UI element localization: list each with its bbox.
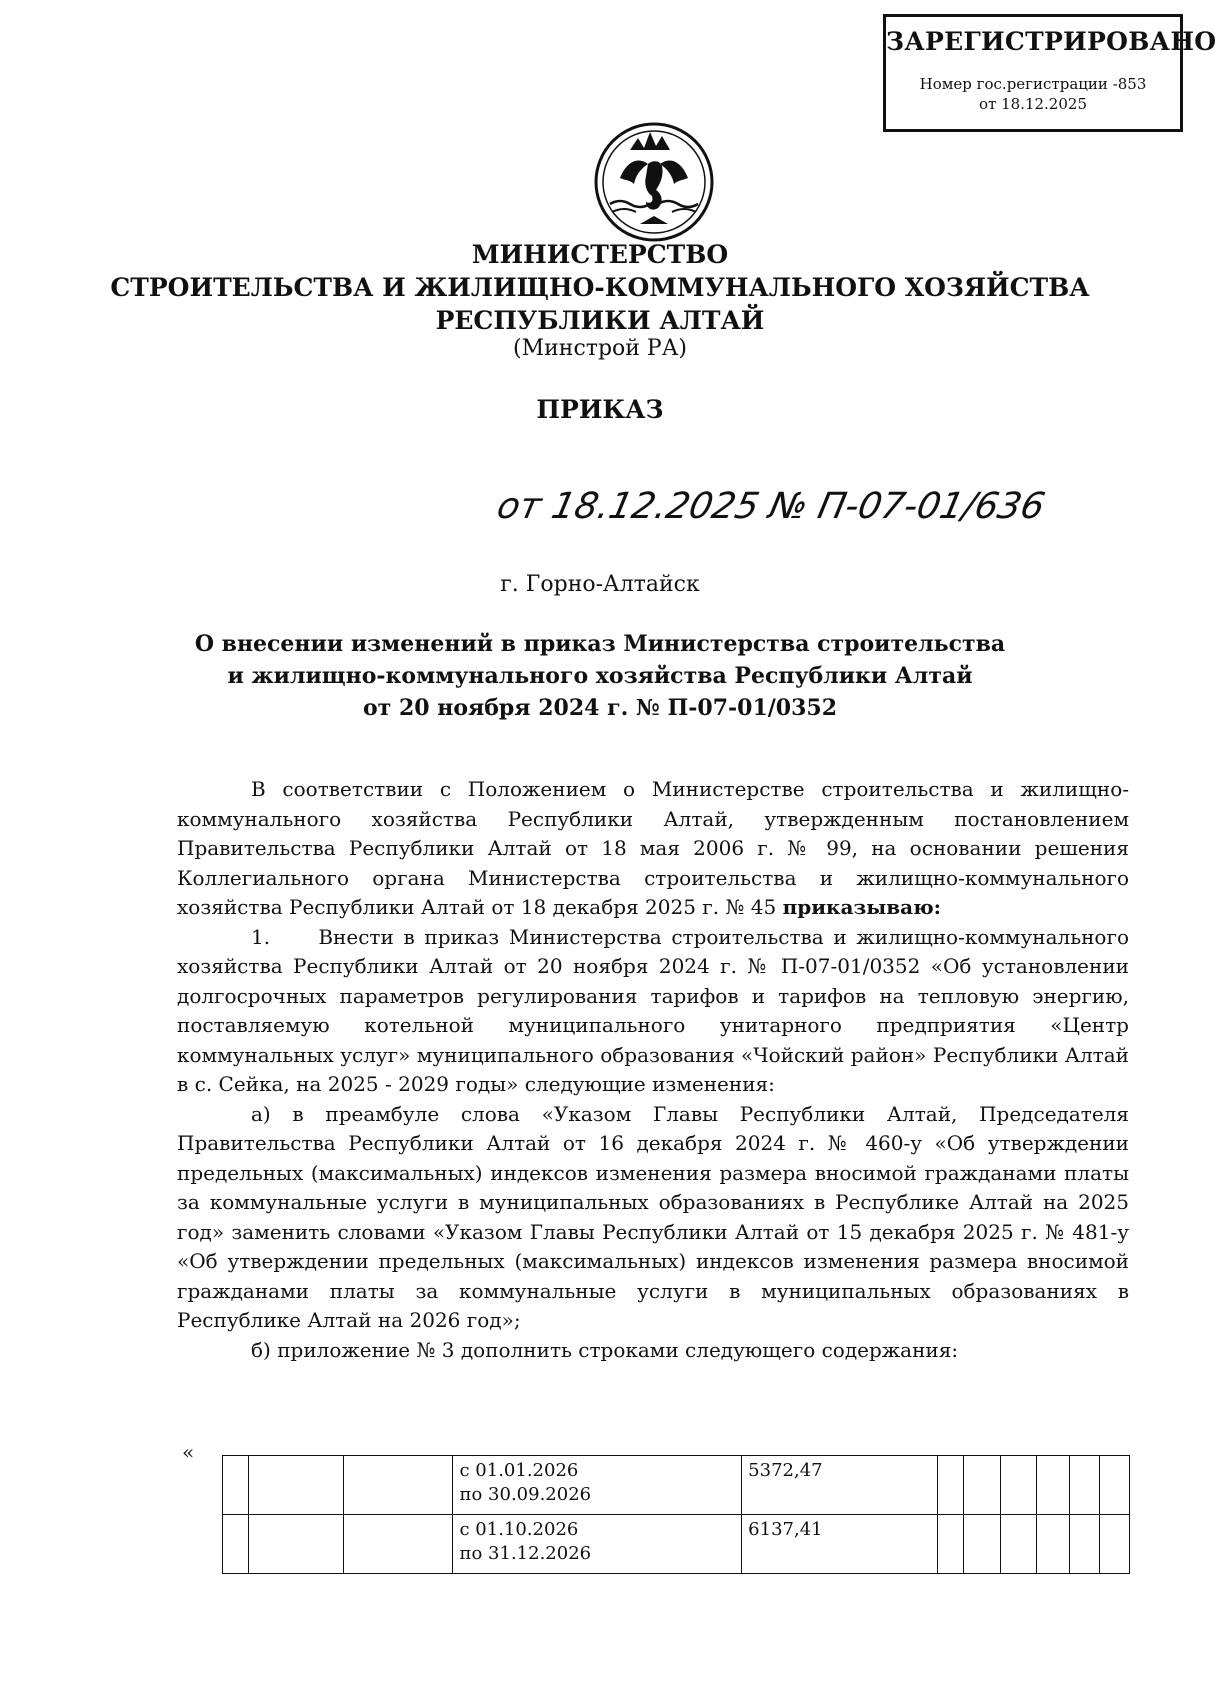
table-cell-period [453,1515,742,1574]
table-cell-empty [1037,1515,1069,1574]
period-to: по 30.09.2026 [459,1484,592,1505]
svg-text:от 18.12.2025 № П-07-01/636: от 18.12.2025 № П-07-01/636 [493,484,1049,527]
table-cell-empty [343,1515,453,1574]
table-cell-empty [248,1515,343,1574]
table-cell-value: 5372,47 [742,1456,938,1515]
period-from: с 01.10.2026 [459,1519,579,1540]
table-cell-empty [1000,1515,1037,1574]
table-cell-empty [1099,1456,1129,1515]
opening-quote: « [182,1440,195,1464]
ministry-short-name: (Минстрой РА) [513,336,687,361]
table-cell-empty [964,1456,1001,1515]
table-cell-empty [938,1515,964,1574]
city-name: г. Горно-Алтайск [500,572,700,597]
order-title: ПРИКАЗ [536,395,664,424]
table-cell-empty [248,1456,343,1515]
order-body [177,775,1129,1365]
table-cell-empty [223,1515,249,1574]
table-cell-empty [343,1456,453,1515]
stamp-reg-date: от 18.12.2025 [979,95,1087,113]
preamble-verb: приказываю: [782,895,941,919]
ministry-name [0,238,1200,337]
table-cell-empty [1099,1515,1129,1574]
subject-line-3: от 20 ноября 2024 г. № П-07-01/0352 [362,695,838,721]
item-b-paragraph: б) приложение № 3 дополнить строками следующего содержания: [251,1337,959,1362]
item-1-paragraph: 1. Внести в приказ Министерства строительства и жилищно-коммунального хозяйства Республики Алтай от 20 ноября 2024 г. № П-07-01/0352 «Об установлении долгосрочных параметров регулирования тарифов и тарифов на тепловую энергию, поставляемую котельной муниципального унитарного предприятия «Центр коммунальных услуг» муниципального образования «Чойский район» Республики Алтай в с. Сейка, на 2025 - 2029 годы» следующие изменения: [177,924,1129,1096]
period-to: по 31.12.2026 [459,1543,592,1564]
coat-of-arms-emblem [590,120,718,244]
item-a-paragraph: а) в преамбуле слова «Указом Главы Республики Алтай, Председателя Правительства Республики Алтай от 16 декабря 2024 г. № 460-у «Об утверждении предельных (максимальных) индексов изменения размера вносимой гражданами платы за коммунальные услуги в муниципальных образованиях в Республике Алтай на 2025 год» заменить словами «Указом Главы Республики Алтай от 15 декабря 2025 г. № 481-у «Об утверждении предельных (максимальных) индексов изменения размера вносимой гражданами платы за коммунальные услуги в муниципальных образованиях в Республике Алтай на 2026 год»; [177,1101,1129,1332]
subject-line-1: О внесении изменений в приказ Министерства строительства [194,631,1006,657]
stamp-title: ЗАРЕГИСТРИРОВАНО [886,27,1216,56]
table-cell-empty [1037,1456,1069,1515]
table-cell-empty [1069,1456,1099,1515]
preamble-paragraph [177,775,1129,923]
table-cell-empty [1000,1456,1037,1515]
ministry-line-1: МИНИСТЕРСТВО [471,240,729,269]
table-cell-empty [964,1515,1001,1574]
preamble-text: В соответствии с Положением о Министерстве строительства и жилищно-коммунального хозяйства Республики Алтай, утвержденным постановлением Правительства Республики Алтай от 18 мая 2006 г. № 99, на основании решения Коллегиального органа Министерства строительства и жилищно-коммунального хозяйства Республики Алтай от 18 декабря 2025 г. № 45 [177,777,1129,919]
table-cell-empty [1069,1515,1099,1574]
table-cell-value: 6137,41 [742,1515,938,1574]
table-row [223,1456,1130,1515]
period-from: с 01.01.2026 [459,1460,579,1481]
subject-line-2: и жилищно-коммунального хозяйства Республики Алтай [227,663,973,689]
registration-stamp [883,14,1216,132]
table-cell-empty [938,1456,964,1515]
addendum-table [222,1455,1130,1574]
ministry-line-2: СТРОИТЕЛЬСТВА И ЖИЛИЩНО-КОММУНАЛЬНОГО ХОЗЯЙСТВА [110,273,1090,302]
table-cell-empty [223,1456,249,1515]
table-row [223,1515,1130,1574]
order-subject [0,628,1200,724]
handwritten-date-number [493,468,1049,538]
stamp-reg-number: Номер гос.регистрации -853 [919,75,1147,93]
table-cell-period [453,1456,742,1515]
ministry-line-3: РЕСПУБЛИКИ АЛТАЙ [435,306,765,335]
